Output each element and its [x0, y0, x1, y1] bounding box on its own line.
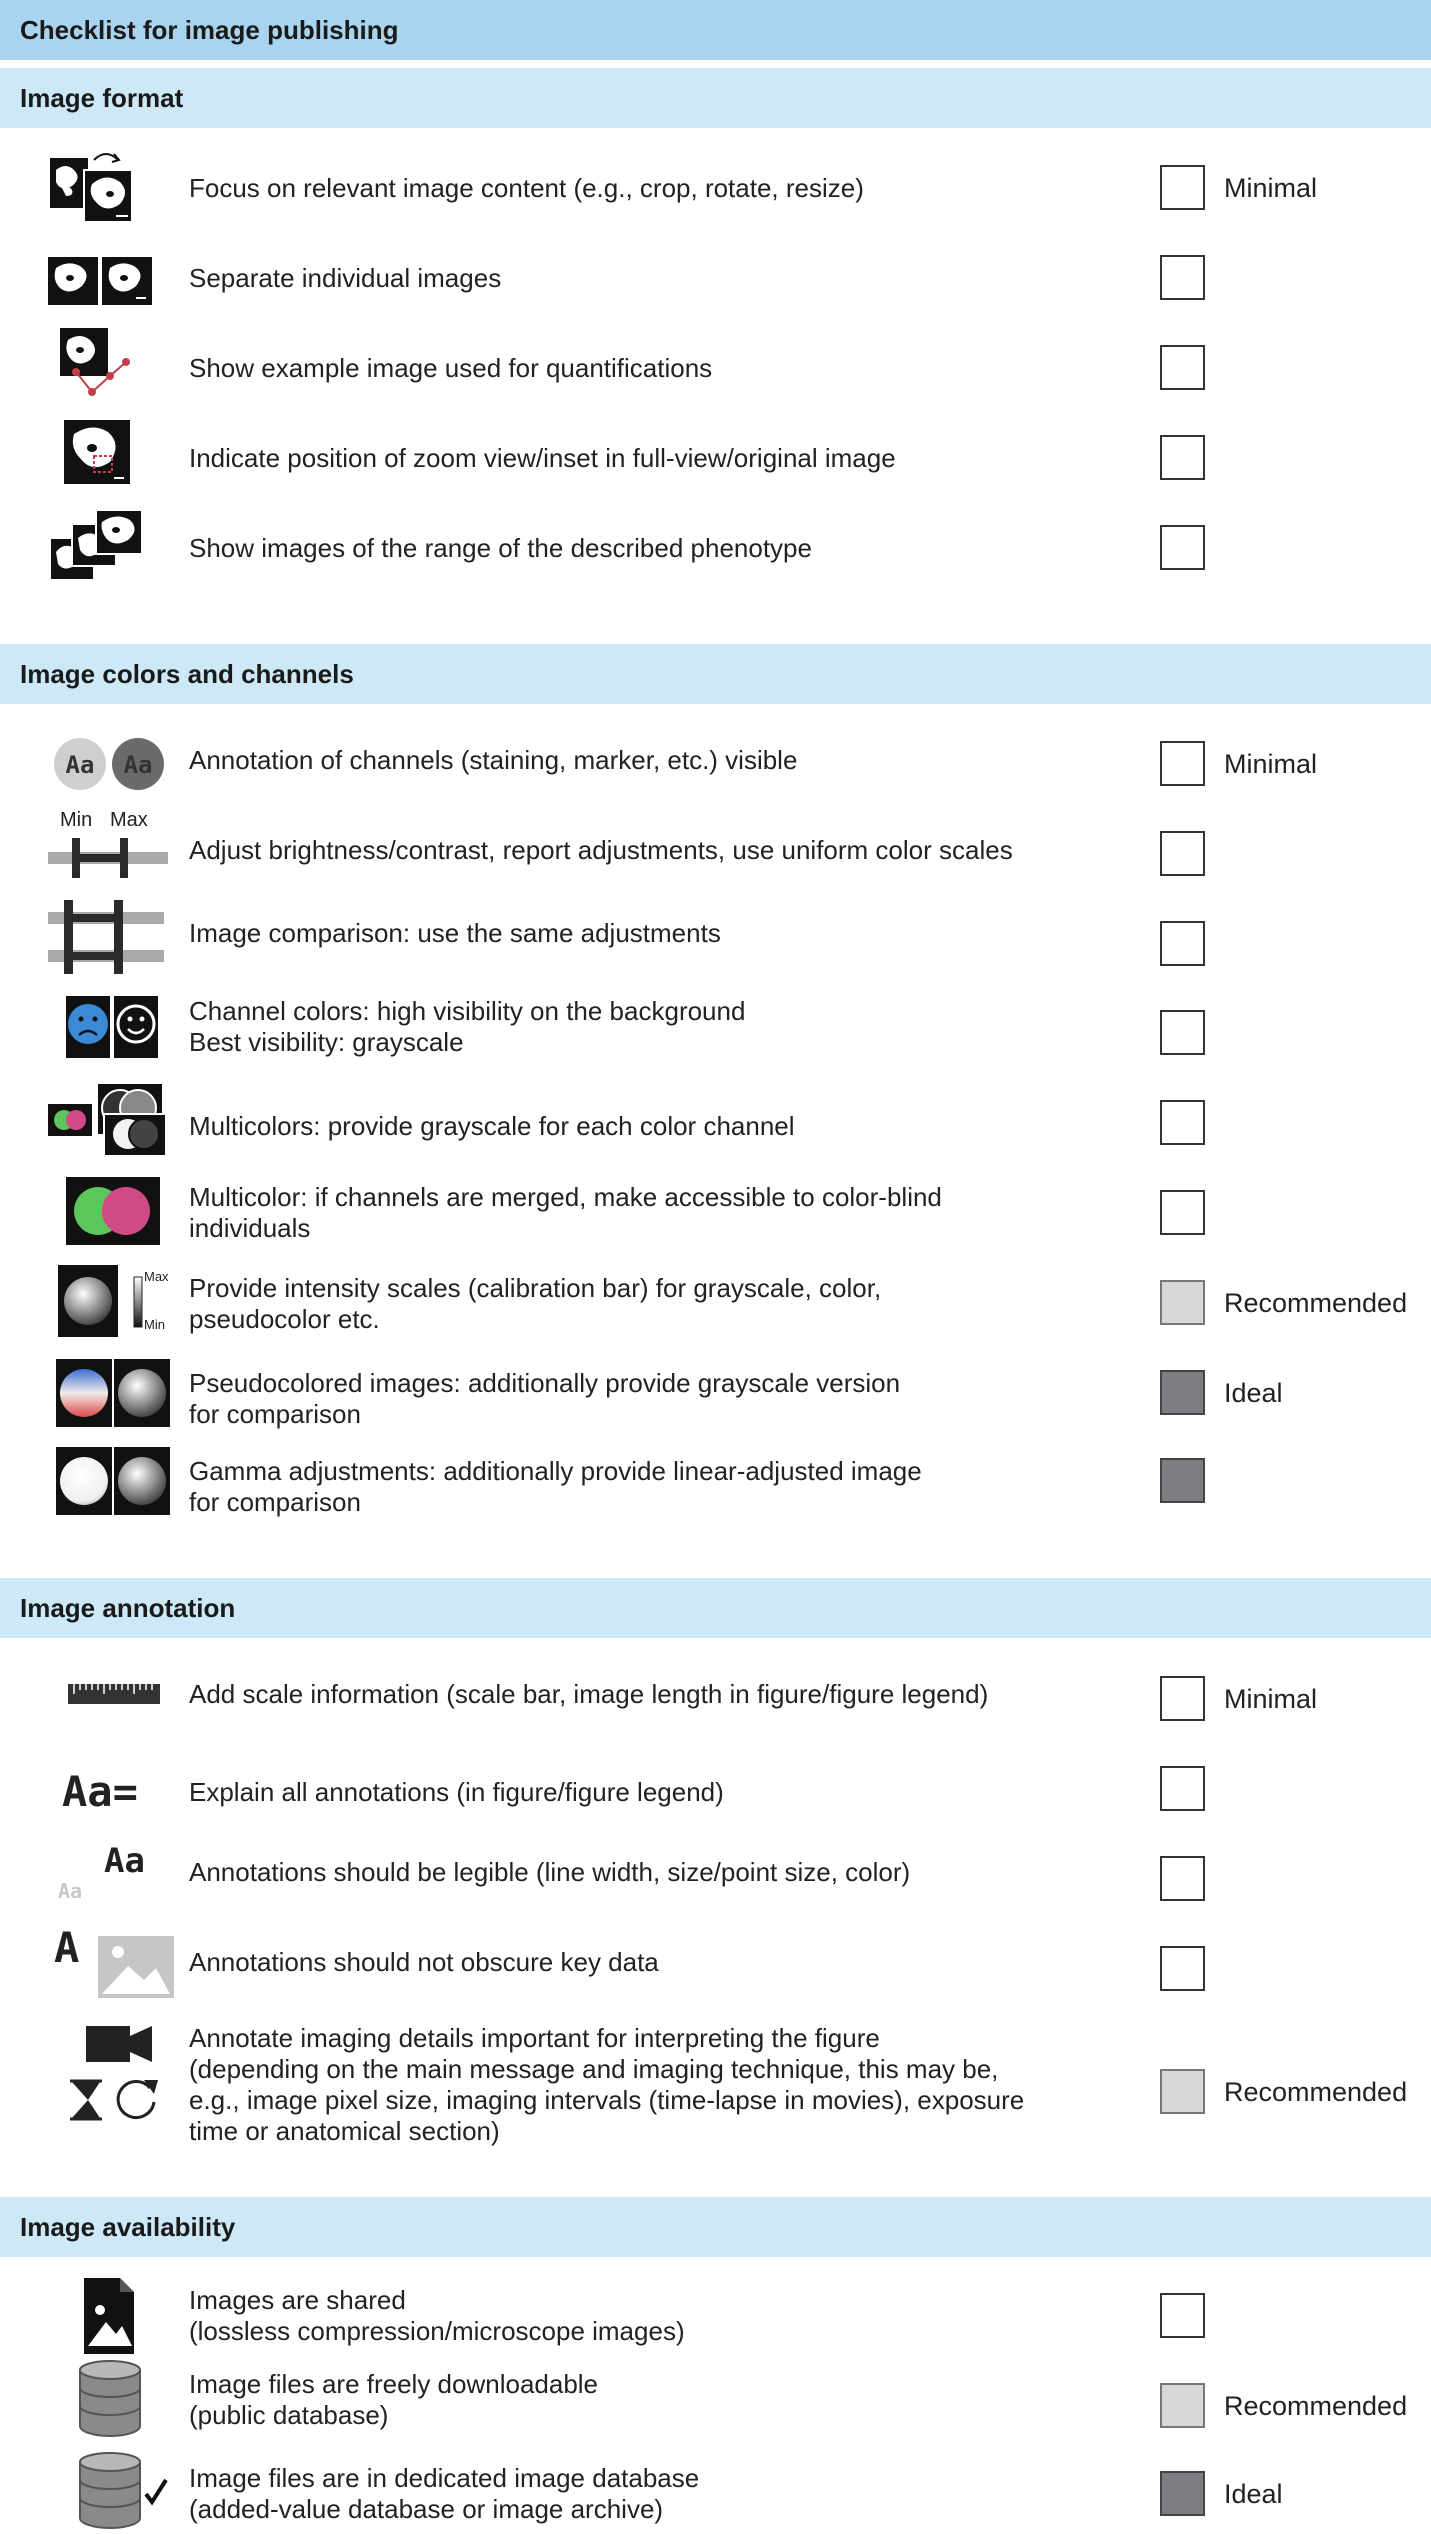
item-text: Multicolors: provide grayscale for each color channel: [189, 1111, 795, 1141]
checkbox[interactable]: [1160, 525, 1205, 570]
item-text: Images are shared: [189, 2285, 406, 2315]
database-check-icon: [48, 2452, 168, 2532]
quantification-example-icon: [48, 328, 168, 408]
item-text: Channel colors: high visibility on the background: [189, 996, 746, 1026]
item-text: Image comparison: use the same adjustments: [189, 918, 721, 948]
brightness-contrast-icon: [48, 808, 168, 888]
checkbox[interactable]: [1160, 1100, 1205, 1145]
imaging-details-icon: [48, 2024, 168, 2124]
level-label: Ideal: [1224, 1378, 1283, 1408]
checkbox[interactable]: [1160, 2293, 1205, 2338]
item-text: (lossless compression/microscope images): [189, 2316, 685, 2346]
checkbox[interactable]: [1160, 2069, 1205, 2114]
item-text: Show example image used for quantifications: [189, 353, 713, 383]
color-blind-merge-icon: [48, 1173, 168, 1253]
icon-glyph-text: Aa=: [62, 1767, 138, 1816]
checkbox[interactable]: [1160, 1280, 1205, 1325]
checkbox[interactable]: [1160, 255, 1205, 300]
item-text: Annotation of channels (staining, marker, etc.) visible: [189, 745, 798, 775]
section-header-image-availability: Image availability: [0, 2197, 1431, 2257]
icon-glyph-text: Aa: [123, 751, 153, 779]
checkbox[interactable]: [1160, 1856, 1205, 1901]
database-icon: [48, 2360, 168, 2440]
same-adjustments-icon: [48, 898, 168, 978]
crop-rotate-cells-icon: [48, 148, 168, 228]
item-text: Add scale information (scale bar, image length in figure/figure legend): [189, 1679, 989, 1709]
item-text: Explain all annotations (in figure/figure legend): [189, 1777, 724, 1807]
item-text: Image files are in dedicated image database: [189, 2463, 700, 2493]
item-text: Focus on relevant image content (e.g., crop, rotate, resize): [189, 173, 864, 203]
level-label: Minimal: [1224, 749, 1318, 779]
item-text: (depending on the main message and imaging technique, this may be,: [189, 2054, 999, 2084]
pseudocolor-grayscale-icon: [48, 1353, 168, 1433]
level-label: Minimal: [1224, 173, 1318, 203]
item-text: Indicate position of zoom view/inset in full-view/original image: [189, 443, 896, 473]
shared-image-file-icon: [48, 2276, 168, 2356]
item-text: Gamma adjustments: additionally provide linear-adjusted image: [189, 1456, 922, 1486]
checkbox[interactable]: [1160, 1946, 1205, 1991]
item-text: for comparison: [189, 1399, 361, 1429]
item-text: Pseudocolored images: additionally provide grayscale version: [189, 1368, 901, 1398]
checkbox[interactable]: [1160, 1676, 1205, 1721]
item-text: for comparison: [189, 1487, 361, 1517]
item-text: pseudocolor etc.: [189, 1304, 380, 1334]
level-label: Minimal: [1224, 1684, 1318, 1714]
icon-glyph-text: Aa: [104, 1841, 145, 1881]
item-text: Annotations should not obscure key data: [189, 1947, 659, 1977]
item-text: (added-value database or image archive): [189, 2494, 664, 2524]
checkbox[interactable]: [1160, 345, 1205, 390]
phenotype-range-icon: [48, 508, 168, 588]
item-text: Show images of the range of the described phenotype: [189, 533, 812, 563]
scale-max-label: Max: [144, 1269, 169, 1284]
level-label: Recommended: [1224, 1288, 1408, 1318]
checkbox[interactable]: [1160, 831, 1205, 876]
item-text: Annotations should be legible (line width, size/point size, color): [189, 1857, 911, 1887]
checkbox[interactable]: [1160, 741, 1205, 786]
checkbox[interactable]: [1160, 1766, 1205, 1811]
channel-annotation-icon: [48, 724, 168, 804]
explain-annotations-icon: [48, 1752, 168, 1832]
annotation-obscure-icon: [48, 1922, 168, 2002]
item-text: Annotate imaging details important for interpreting the figure: [189, 2023, 880, 2053]
item-text: Provide intensity scales (calibration bar) for grayscale, color,: [189, 1273, 882, 1303]
level-label: Ideal: [1224, 2479, 1283, 2509]
legible-annotations-icon: [48, 1832, 168, 1912]
gamma-adjustment-icon: [48, 1441, 168, 1521]
item-text: Image files are freely downloadable: [189, 2369, 599, 2399]
item-text: Multicolor: if channels are merged, make accessible to color-blind: [189, 1182, 942, 1212]
checkbox[interactable]: [1160, 2383, 1205, 2428]
checklist-title: Checklist for image publishing: [0, 0, 1431, 60]
item-text: (public database): [189, 2400, 389, 2430]
item-text: individuals: [189, 1213, 311, 1243]
level-label: Recommended: [1224, 2077, 1408, 2107]
channel-visibility-icon: [48, 988, 168, 1068]
section-header-image-annotation: Image annotation: [0, 1578, 1431, 1638]
checkbox[interactable]: [1160, 1010, 1205, 1055]
max-label: Max: [110, 809, 148, 831]
item-text: Best visibility: grayscale: [189, 1027, 464, 1057]
checkbox[interactable]: [1160, 1458, 1205, 1503]
checkbox[interactable]: [1160, 921, 1205, 966]
icon-glyph-text: Aa: [65, 751, 95, 779]
separate-images-icon: [48, 238, 168, 318]
level-label: Recommended: [1224, 2391, 1408, 2421]
multicolor-grayscale-icon: [48, 1078, 168, 1158]
min-label: Min: [60, 809, 93, 831]
checkbox[interactable]: [1160, 1370, 1205, 1415]
checkbox[interactable]: [1160, 435, 1205, 480]
zoom-inset-position-icon: [48, 418, 168, 498]
icon-glyph-text: Aa: [58, 1879, 83, 1903]
scale-bar-icon: [48, 1654, 168, 1734]
item-text: e.g., image pixel size, imaging intervals (time-lapse in movies), exposure: [189, 2085, 1025, 2115]
section-header-image-format: Image format: [0, 68, 1431, 128]
item-text: time or anatomical section): [189, 2116, 500, 2146]
item-text: Separate individual images: [189, 263, 502, 293]
checkbox[interactable]: [1160, 1190, 1205, 1235]
item-text: Adjust brightness/contrast, report adjustments, use uniform color scales: [189, 835, 1013, 865]
intensity-scale-icon: [48, 1263, 168, 1343]
checkbox[interactable]: [1160, 2471, 1205, 2516]
scale-min-label: Min: [144, 1317, 165, 1332]
section-header-image-colors-and-channels: Image colors and channels: [0, 644, 1431, 704]
icon-glyph-text: A: [54, 1923, 80, 1972]
checkbox[interactable]: [1160, 165, 1205, 210]
